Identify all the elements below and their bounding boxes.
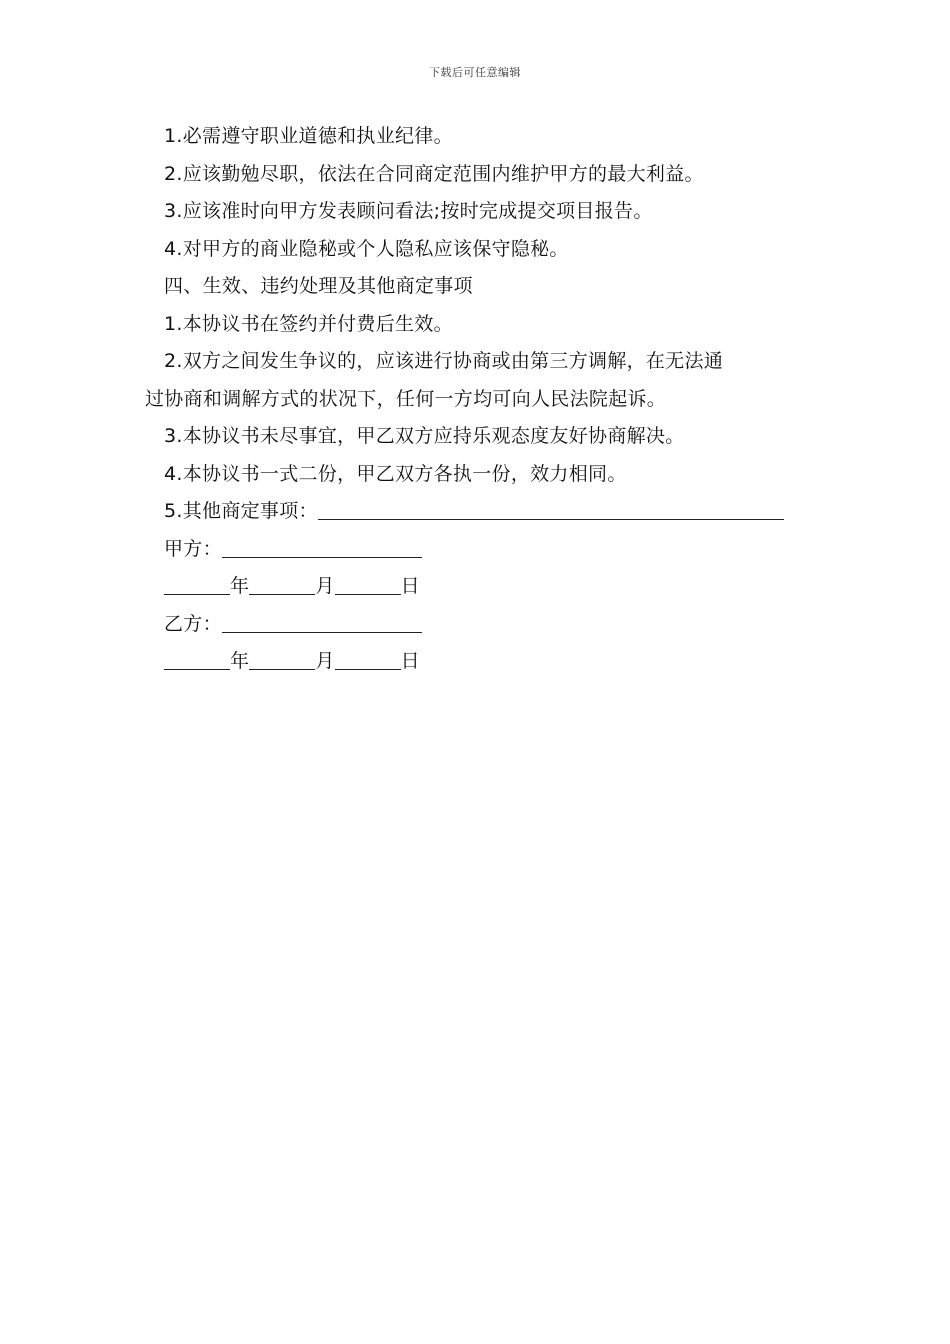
obligation-item-3: 3.应该准时向甲方发表顾问看法;按时完成提交项目报告。 [164,200,653,222]
year-label: 年 [230,575,250,597]
day-label: 日 [400,575,420,597]
party-b-year-blank[interactable] [164,649,230,670]
year-label: 年 [230,650,250,672]
clause-copies: 4.本协议书一式二份，甲乙双方各执一份，效力相同。 [164,462,627,485]
clause-unresolved-matters: 3.本协议书未尽事宜，甲乙双方应持乐观态度友好协商解决。 [164,425,685,447]
page-header: 下载后可任意编辑 [429,66,521,79]
party-a-blank[interactable] [222,537,422,558]
party-b-month-blank[interactable] [249,649,315,670]
party-b-day-blank[interactable] [335,649,401,670]
party-b-signature [145,606,810,644]
obligation-item-2: 2.应该勤勉尽职，依法在合同商定范围内维护甲方的最大利益。 [164,162,704,185]
party-b-blank[interactable] [222,612,422,633]
party-a-label: 甲方： [164,537,222,560]
party-a-day-blank[interactable] [335,574,401,595]
party-a-signature [145,531,810,569]
clause-dispute-line-2: 过协商和调解方式的状况下，任何一方均可向人民法院起诉。 [145,387,667,410]
party-a-year-blank[interactable] [164,574,230,595]
party-b-date [145,643,810,681]
day-label: 日 [400,650,420,672]
section-heading: 四、生效、违约处理及其他商定事项 [164,275,473,297]
clause-effective: 1.本协议书在签约并付费后生效。 [164,312,453,335]
party-a-date [145,568,810,606]
party-b-label: 乙方： [164,612,222,635]
clause-other-matters [145,493,810,531]
month-label: 月 [315,575,335,597]
clause-dispute-line-1: 2.双方之间发生争议的，应该进行协商或由第三方调解，在无法通 [164,350,724,372]
month-label: 月 [315,650,335,672]
obligation-item-4: 4.对甲方的商业隐秘或个人隐私应该保守隐秘。 [164,237,569,260]
party-a-month-blank[interactable] [249,574,315,595]
other-matters-label: 5.其他商定事项： [164,500,318,522]
other-matters-blank[interactable] [318,499,784,520]
document-body [145,118,810,681]
obligation-item-1: 1.必需遵守职业道德和执业纪律。 [164,125,453,147]
